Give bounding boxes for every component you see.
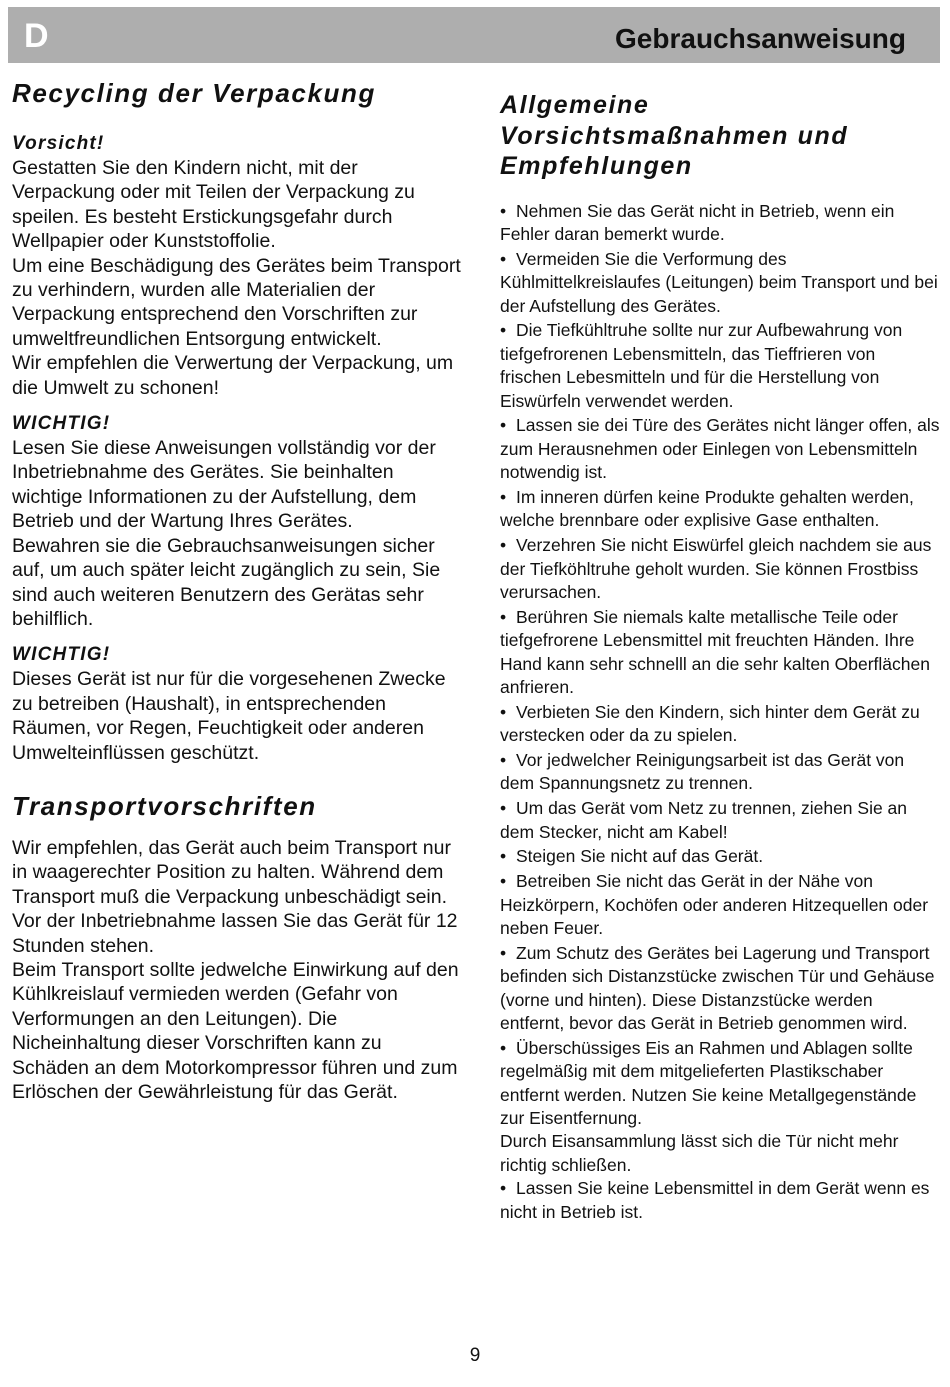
precautions-heading-line: Empfehlungen <box>500 152 693 180</box>
bullet-icon: • <box>500 749 507 770</box>
language-code: D <box>24 17 49 55</box>
important-paragraph: Bewahren sie die Gebrauchsanweisungen sicher auf, um auch später leicht zugänglich zu sein, Sie sind auch weiteren Benutzern des Gerätas sehr behilflich. <box>12 534 441 630</box>
list-item: • Lassen Sie keine Lebensmittel in dem Gerät wenn es nicht in Betrieb ist. <box>500 1178 930 1222</box>
right-column <box>500 90 940 1225</box>
bullet-icon: • <box>500 871 507 892</box>
precautions-list-end <box>500 1177 940 1224</box>
precautions-list <box>500 200 940 1131</box>
bullet-icon: • <box>500 535 507 556</box>
recycling-heading: Recycling der Verpackung <box>12 78 376 108</box>
bullet-icon: • <box>500 248 507 269</box>
ice-note: Durch Eisansammlung lässt sich die Tür nicht mehr richtig schließen. <box>500 1131 899 1175</box>
left-column <box>12 78 462 1104</box>
document-title: Gebrauchsanweisung <box>615 23 906 54</box>
page-number: 9 <box>469 1345 481 1366</box>
recycling-paragraph: Um eine Beschädigung des Gerätes beim Transport zu verhindern, wurden alle Materialien der Verpackung entsprechend den Vorschriften zur umweltfreundlichen Entsorgung entwickelt. <box>12 254 461 350</box>
list-item: • Nehmen Sie das Gerät nicht in Betrieb, wenn ein Fehler daran bemerkt wurde. <box>500 200 895 244</box>
list-item: • Steigen Sie nicht auf das Gerät. <box>500 845 940 868</box>
list-item: • Berühren Sie niemals kalte metallische Teile oder tiefgefrorene Lebensmittel mit freuchten Händen. Ihre Hand kann sehr schnelll an die sehr kalten Oberflächen anfrieren. <box>500 606 930 697</box>
bullet-icon: • <box>500 200 507 221</box>
bullet-icon: • <box>500 942 507 963</box>
important-label: WICHTIG! <box>12 413 111 435</box>
transport-paragraph: Beim Transport sollte jedwelche Einwirkung auf den Kühlkreislauf vermieden werden (Gefahr von Verformungen an den Leitungen). Die Nicheinhaltung dieser Vorschriften kann zu Schäden an dem Motorkompressor führen und zum Erlöschen der Gewährleistung für das Gerät. <box>12 958 459 1103</box>
bullet-icon: • <box>500 486 507 507</box>
list-item: • Um das Gerät vom Netz zu trennen, ziehen Sie an dem Stecker, nicht am Kabel! <box>500 798 908 842</box>
list-item: • Vor jedwelcher Reinigungsarbeit ist das Gerät von dem Spannungsnetz zu trennen. <box>500 749 905 794</box>
recycling-paragraph: Gestatten Sie den Kindern nicht, mit der Verpackung oder mit Teilen der Verpackung zu speilen. Es besteht Erstickungsgefahr durch Wellpapier oder Kunststoffolie. <box>12 157 415 253</box>
list-item: • Lassen sie dei Türe des Gerätes nicht länger offen, als zum Herausnehmen oder Einlegen von Lebensmitteln notwendig ist. <box>500 415 940 483</box>
bullet-icon: • <box>500 606 507 627</box>
important-paragraph: Dieses Gerät ist nur für die vorgesehenen Zwecke zu betreiben (Haushalt), in entsprechenden Räumen, vor Regen, Feuchtigkeit oder anderen Umwelteinflüssen geschützt. <box>12 668 446 764</box>
list-item: • Verzehren Sie nicht Eiswürfel gleich nachdem sie aus der Tiefköhltruhe geholt wurden. Sie können Frostbiss verursachen. <box>500 535 932 602</box>
list-item: • Verbieten Sie den Kindern, sich hinter dem Gerät zu verstecken oder da zu spielen. <box>500 701 920 746</box>
bullet-icon: • <box>500 320 507 341</box>
list-item: • Betreiben Sie nicht das Gerät in der Nähe von Heizkörpern, Kochöfen oder anderen Hitzequellen oder neben Feuer. <box>500 871 929 938</box>
precautions-heading <box>500 90 940 182</box>
list-item: • Im inneren dürfen keine Produkte gehalten werden, welche brennbare oder explisive Gase enthalten. <box>500 486 914 531</box>
bullet-icon: • <box>500 415 507 436</box>
list-item: • Die Tiefkühltruhe sollte nur zur Aufbewahrung von tiefgefrorenen Lebensmitteln, das Tieffrieren von frischen Lebesmitteln und für die Herstellung von Eiswürfeln verwendet werden. <box>500 320 903 411</box>
transport-heading: Transportvorschriften <box>12 790 317 821</box>
important-paragraph: Lesen Sie diese Anweisungen vollständig vor der Inbetriebnahme des Gerätes. Sie beinhalten wichtige Informationen zu der Aufstellung, dem Betrieb und der Wartung Ihres Gerätes. <box>12 437 436 533</box>
recycling-paragraph: Wir empfehlen die Verwertung der Verpackung, um die Umwelt zu schonen! <box>12 352 454 399</box>
important-label: WICHTIG! <box>12 644 111 666</box>
precautions-heading-line: Vorsichtsmaßnahmen und <box>500 121 849 150</box>
bullet-icon: • <box>500 701 507 722</box>
list-item: • Überschüssiges Eis an Rahmen und Ablagen sollte regelmäßig mit dem mitgelieferten Plastikschaber entfernt werden. Nutzen Sie keine Metallgegenstände zur Eisentfernung. <box>500 1037 917 1129</box>
list-item: • Zum Schutz des Gerätes bei Lagerung und Transport befinden sich Distanzstücke zwischen Tür und Gehäuse (vorne und hinten). Diese Distanzstücke werden entfernt, bevor das Gerät in Betrieb genommen wird. <box>500 942 935 1033</box>
bullet-icon: • <box>500 798 507 819</box>
precautions-heading-line: Allgemeine <box>500 91 650 119</box>
bullet-icon: • <box>500 1178 507 1199</box>
list-item: • Vermeiden Sie die Verformung des Kühlmittelkreislaufes (Leitungen) beim Transport und bei der Aufstellung des Gerätes. <box>500 248 938 316</box>
bullet-icon: • <box>500 1037 507 1058</box>
transport-paragraph: Wir empfehlen, das Gerät auch beim Transport nur in waagerechter Position zu halten. Während dem Transport muß die Verpackung unbeschädigt sein. Vor der Inbetriebnahme lassen Sie das Gerät für 12 Stunden stehen. <box>12 836 458 957</box>
caution-label: Vorsicht! <box>12 133 105 154</box>
header-bar <box>8 7 940 63</box>
bullet-icon: • <box>500 846 507 867</box>
